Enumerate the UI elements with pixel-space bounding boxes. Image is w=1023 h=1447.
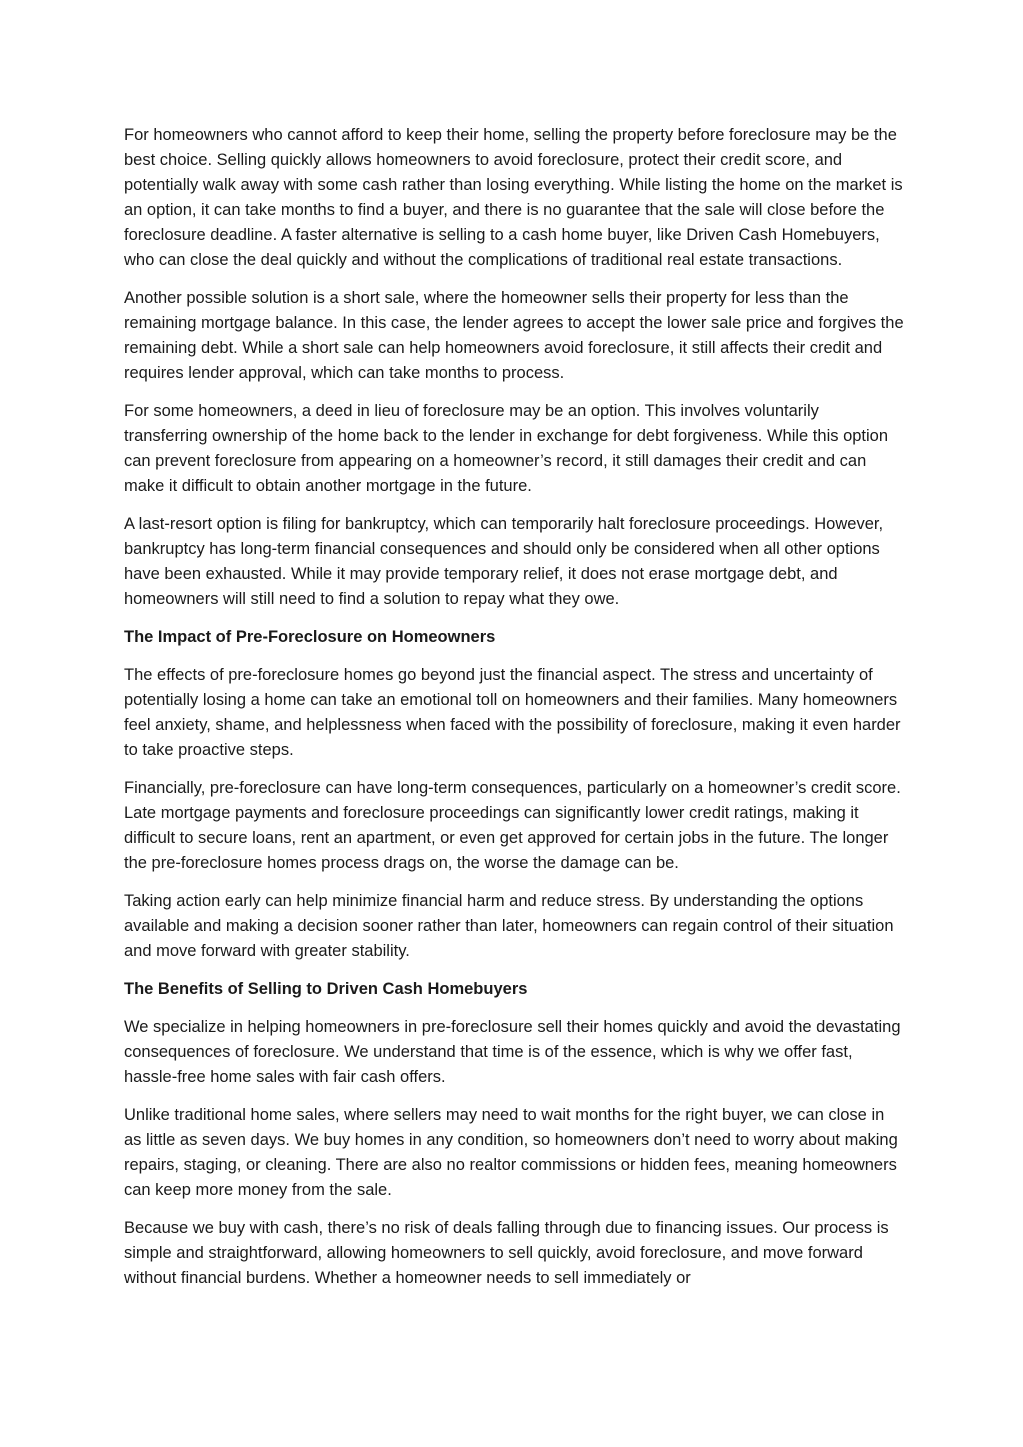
document-page <box>124 123 904 1304</box>
paragraph-deed-in-lieu: For some homeowners, a deed in lieu of foreclosure may be an option. This involves voluntarily transferring ownership of the home back to the lender in exchange for debt forgiveness. While this option can prevent foreclosure from appearing on a homeowner’s record, it still damages their credit and can make it difficult to obtain another mortgage in the future. <box>124 402 889 495</box>
paragraph-benefits-specialize: We specialize in helping homeowners in pre-foreclosure sell their homes quickly and avoid the devastating consequences of foreclosure. We understand that time is of the essence, which is why we offer fast, hassle-free home sales with fair cash offers. <box>124 1018 901 1086</box>
paragraph-short-sale: Another possible solution is a short sale, where the homeowner sells their property for less than the remaining mortgage balance. In this case, the lender agrees to accept the lower sale price and forgives the remaining debt. While a short sale can help homeowners avoid foreclosure, it still affects their credit and requires lender approval, which can take months to process. <box>124 289 904 382</box>
heading-impact: The Impact of Pre-Foreclosure on Homeowners <box>124 628 496 646</box>
paragraph-benefits-cash: Because we buy with cash, there’s no risk of deals falling through due to financing issues. Our process is simple and straightforward, allowing homeowners to sell quickly, avoid foreclosure, and move forward without financial burdens. Whether a homeowner needs to sell immediately or <box>124 1219 889 1287</box>
paragraph-impact-action: Taking action early can help minimize financial harm and reduce stress. By understanding the options available and making a decision sooner rather than later, homeowners can regain control of their situation and move forward with greater stability. <box>124 892 894 960</box>
paragraph-impact-financial: Financially, pre-foreclosure can have long-term consequences, particularly on a homeowner’s credit score. Late mortgage payments and foreclosure proceedings can significantly lower credit ratings, making it difficult to secure loans, rent an apartment, or even get approved for certain jobs in the future. The longer the pre-foreclosure homes process drags on, the worse the damage can be. <box>124 779 901 872</box>
paragraph-impact-emotional: The effects of pre-foreclosure homes go beyond just the financial aspect. The stress and uncertainty of potentially losing a home can take an emotional toll on homeowners and their families. Many homeowners feel anxiety, shame, and helplessness when faced with the possibility of foreclosure, making it even harder to take proactive steps. <box>124 666 901 759</box>
paragraph-bankruptcy: A last-resort option is filing for bankruptcy, which can temporarily halt foreclosure proceedings. However, bankruptcy has long-term financial consequences and should only be considered when all other options have been exhausted. While it may provide temporary relief, it does not erase mortgage debt, and homeowners will still need to find a solution to repay what they owe. <box>124 515 884 608</box>
paragraph-benefits-traditional: Unlike traditional home sales, where sellers may need to wait months for the right buyer, we can close in as little as seven days. We buy homes in any condition, so homeowners don’t need to worry about making repairs, staging, or cleaning. There are also no realtor commissions or hidden fees, meaning homeowners can keep more money from the sale. <box>124 1106 898 1199</box>
heading-benefits: The Benefits of Selling to Driven Cash Homebuyers <box>124 980 528 998</box>
paragraph-sell-before-foreclosure: For homeowners who cannot afford to keep their home, selling the property before foreclosure may be the best choice. Selling quickly allows homeowners to avoid foreclosure, protect their credit score, and potentially walk away with some cash rather than losing everything. While listing the home on the market is an option, it can take months to find a buyer, and there is no guarantee that the sale will close before the foreclosure deadline. A faster alternative is selling to a cash home buyer, like Driven Cash Homebuyers, who can close the deal quickly and without the complications of traditional real estate transactions. <box>124 126 903 269</box>
